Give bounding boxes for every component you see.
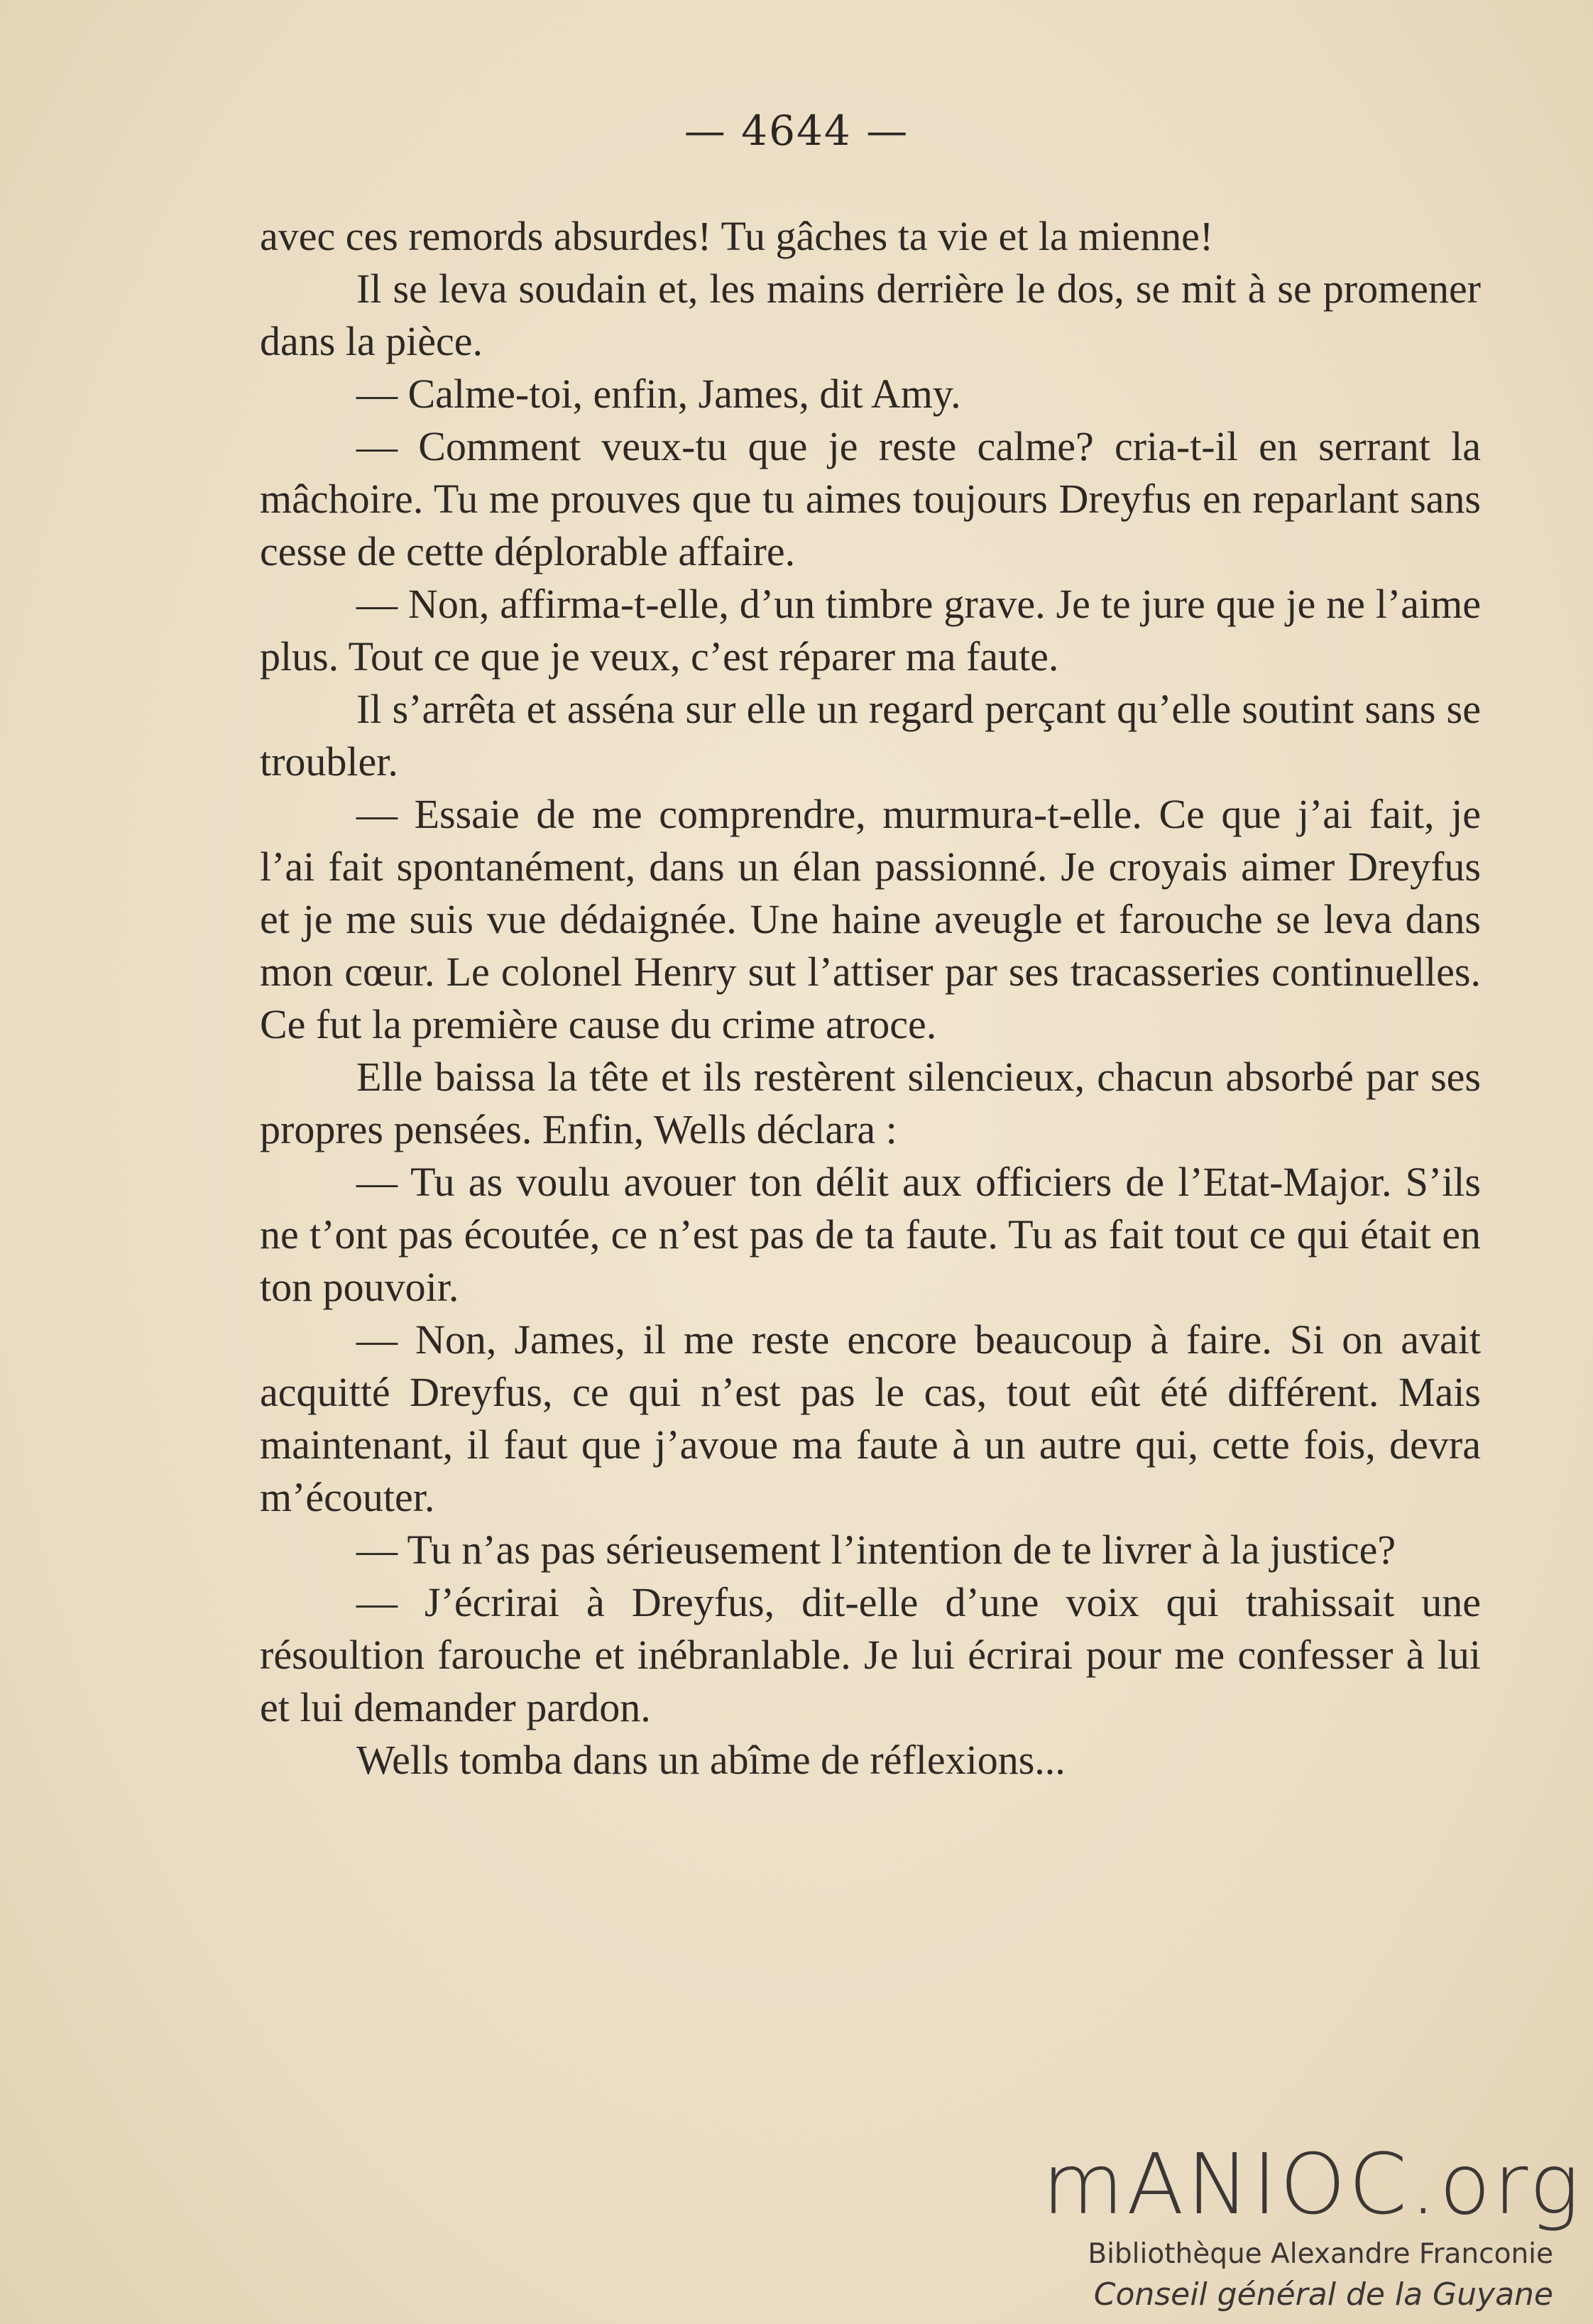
paragraph: — Calme-toi, enfin, James, dit Amy. bbox=[356, 371, 961, 417]
manioc-logo: mANIOC.org bbox=[1042, 2135, 1582, 2233]
paragraph: Il se leva soudain et, les mains derrière le dos, se mit à se promener dans la pièce. bbox=[260, 266, 1481, 364]
paragraph: avec ces remords absurdes! Tu gâches ta vie et la mienne! bbox=[260, 213, 1214, 259]
body-text bbox=[260, 210, 1481, 1786]
paragraph: — Tu as voulu avouer ton délit aux officiers de l’Etat-Major. S’ils ne t’ont pas écoutée, ce n’est pas de ta faute. Tu as fait tout ce qui était en ton pouvoir. bbox=[260, 1159, 1481, 1310]
paragraph: — Non, James, il me reste encore beaucoup à faire. Si on avait acquitté Dreyfus, ce qui n’est pas le cas, tout eût été différent. Mais maintenant, il faut que j’avoue ma faute à un autre qui, cette fois, devra m’écouter. bbox=[260, 1316, 1481, 1520]
paragraph: — Essaie de me comprendre, murmura-t-elle. Ce que j’ai fait, je l’ai fait spontanément, dans un élan passionné. Je croyais aimer Dreyfus et je me suis vue dédaignée. Une haine aveugle et farouche se leva dans mon cœur. Le colonel Henry sut l’attiser par ses tracasseries continuelles. Ce fut la première cause du crime atroce. bbox=[260, 791, 1481, 1047]
paragraph: — Tu n’as pas sérieusement l’intention de te livrer à la justice? bbox=[356, 1527, 1396, 1573]
paragraph: Il s’arrêta et asséna sur elle un regard perçant qu’elle soutint sans se troubler. bbox=[260, 686, 1481, 785]
paragraph: — Comment veux-tu que je reste calme? cria-t-il en serrant la mâchoire. Tu me prouves que tu aimes toujours Dreyfus en reparlant sans cesse de cette déplorable affaire. bbox=[260, 423, 1481, 574]
page-number: — 4644 — bbox=[684, 107, 909, 155]
manioc-watermark bbox=[1042, 2135, 1582, 2316]
paragraph: Elle baissa la tête et ils restèrent silencieux, chacun absorbé par ses propres pensées. Enfin, Wells déclara : bbox=[260, 1054, 1481, 1152]
paragraph: — Non, affirma-t-elle, d’un timbre grave. Je te jure que je ne l’aime plus. Tout ce que je veux, c’est réparer ma faute. bbox=[260, 581, 1481, 680]
paragraph: Wells tomba dans un abîme de réflexions... bbox=[356, 1737, 1066, 1783]
paragraph: — J’écrirai à Dreyfus, dit-elle d’une voix qui trahissait une résoultion farouche et inébranlable. Je lui écrirai pour me confesser à lui et lui demander pardon. bbox=[260, 1579, 1481, 1730]
council-name: Conseil général de la Guyane bbox=[1093, 2276, 1553, 2313]
library-name: Bibliothèque Alexandre Franconie bbox=[1088, 2238, 1553, 2270]
